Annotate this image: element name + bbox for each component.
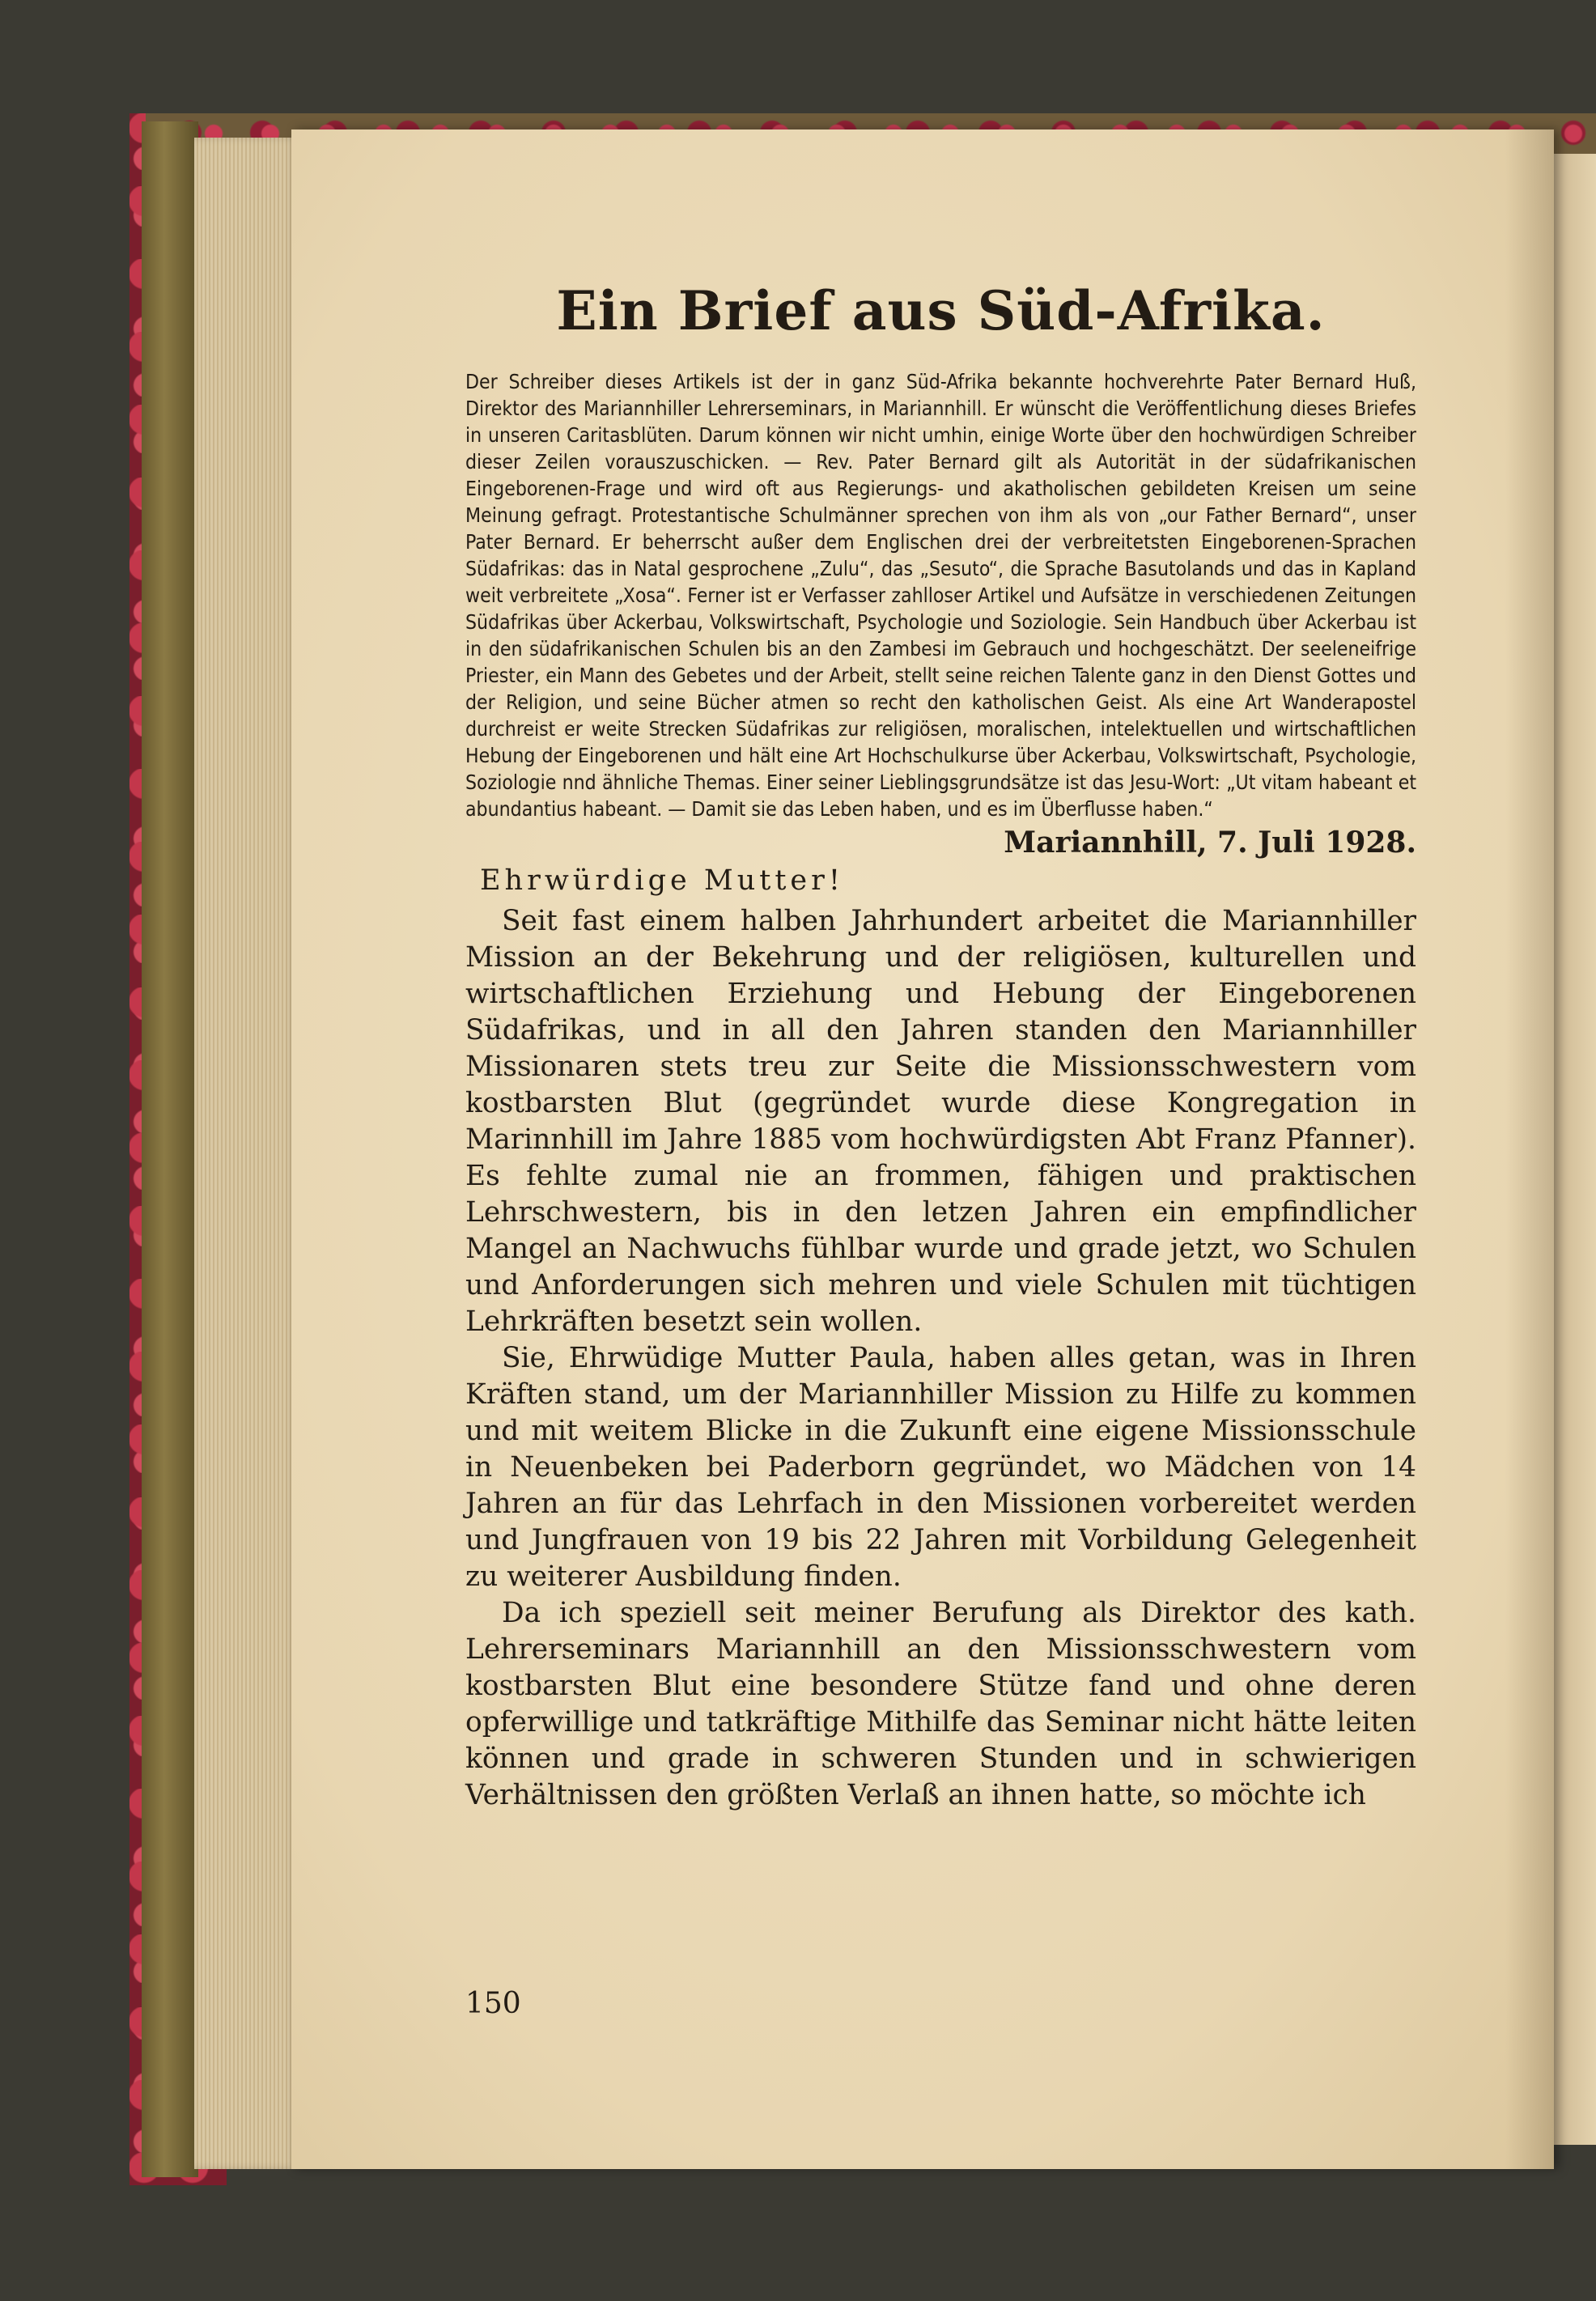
letter-dateline: Mariannhill, 7. Juli 1928. bbox=[1004, 826, 1416, 860]
letter-paragraph-1: Seit fast einem halben Jahrhundert arbeitet die Mariannhiller Mission an der Bekehrung und der religiösen, kulturellen und wirtschaftlichen Erziehung und Hebung der Eingeborenen Südafrikas, und in all den Jahren standen den Mariannhiller Missionaren stets treu zur Seite die Missionsschwestern vom kostbarsten Blut (gegründet wurde diese Kongregation in Marinnhill im Jahre 1885 vom hochwürdigsten Abt Franz Pfanner). Es fehlte zumal nie an frommen, fähigen und praktischen Lehrschwestern, bis in den letzen Jahren ein empfindlicher Mangel an Nachwuchs fühlbar wurde und grade jetzt, wo Schulen und Anforderungen sich mehren und viele Schulen mit tüchtigen Lehrkräften besetzt sein wollen. bbox=[465, 905, 1416, 1338]
letter-paragraph-2: Sie, Ehrwüdige Mutter Paula, haben alles getan, was in Ihren Kräften stand, um der Mariannhiller Mission zu Hilfe zu kommen und mit weitem Blicke in die Zukunft eine eigene Missionsschule in Neuenbeken bei Paderborn gegründet, wo Mädchen von 14 Jahren an für das Lehrfach in den Missionen vorbereitet werden und Jungfrauen von 19 bis 22 Jahren mit Vorbildung Gelegenheit zu weiterer Ausbildung finden. bbox=[465, 1342, 1416, 1593]
facing-page-edge bbox=[1554, 154, 1596, 2145]
article-intro: Der Schreiber dieses Artikels ist der in ganz Süd-Afrika bekannte hochverehrte Pater Bernard Huß, Direktor des Mariannhiller Lehrerseminars, in Mariannhill. Er wünscht die Veröffentlichung dieses Briefes in unseren Caritasblüten. Darum können wir nicht umhin, einige Worte über den hochwürdigen Schreiber dieser Zeilen vorauszuschicken. — Rev. Pater Bernard gilt als Autorität in der südafrikanischen Eingeborenen-Frage und wird oft aus Regierungs- und akatholischen gebildeten Kreisen um seine Meinung gefragt. Protestantische Schulmänner sprechen von ihm als von „our Father Bernard“, unser Pater Bernard. Er beherrscht außer dem Englischen drei der verbreitetsten Eingeborenen-Sprachen Südafrikas: das in Natal gesprochene „Zulu“, das „Sesuto“, die Sprache Basutolands und das in Kapland weit verbreitete „Xosa“. Ferner ist er Verfasser zahlloser Artikel und Aufsätze in verschiedenen Zeitungen Südafrikas über Ackerbau, Volkswirtschaft, Psychologie und Soziologie. Sein Handbuch über Ackerbau ist in den südafrikanischen Schulen bis an den Zambesi im Gebrauch und hochgeschätzt. Der seeleneifrige Priester, ein Mann des Gebetes und der Arbeit, stellt seine reichen Talente ganz in den Dienst Gottes und der Religion, und seine Bücher atmen so recht den katholischen Geist. Als eine Art Wanderapostel durchreist er weite Strecken Südafrikas zur religiösen, moralischen, intelektuellen und wirtschaftlichen Hebung der Eingeborenen und hält eine Art Hochschulkurse über Ackerbau, Volkswirtschaft, Psychologie, Soziologie nnd ähnliche Themas. Einer seiner Lieblingsgrundsätze ist das Jesu-Wort: „Ut vitam habeant et abundantius habeant. — Damit sie das Leben haben, und es im Überflusse haben.“ bbox=[465, 370, 1416, 821]
book-spine-edge bbox=[142, 121, 198, 2177]
letter-paragraph-3: Da ich speziell seit meiner Berufung als Direktor des kath. Lehrerseminars Mariannhill an den Missionsschwestern vom kostbarsten Blut eine besondere Stütze fand und ohne deren opferwillige und tatkräftige Mithilfe das Seminar nicht hätte leiten können und grade in schweren Stunden und in schwierigen Verhältnissen den größten Verlaß an ihnen hatte, so möchte ich bbox=[465, 1597, 1416, 1811]
page-stack-edges bbox=[194, 138, 299, 2169]
page-gutter-shadow bbox=[1505, 129, 1554, 2169]
page-number: 150 bbox=[465, 1987, 521, 2020]
letter-salutation: Ehrwürdige Mutter! bbox=[480, 864, 844, 897]
page-content bbox=[465, 279, 1416, 1814]
article-title: Ein Brief aus Süd-Afrika. bbox=[556, 279, 1326, 342]
